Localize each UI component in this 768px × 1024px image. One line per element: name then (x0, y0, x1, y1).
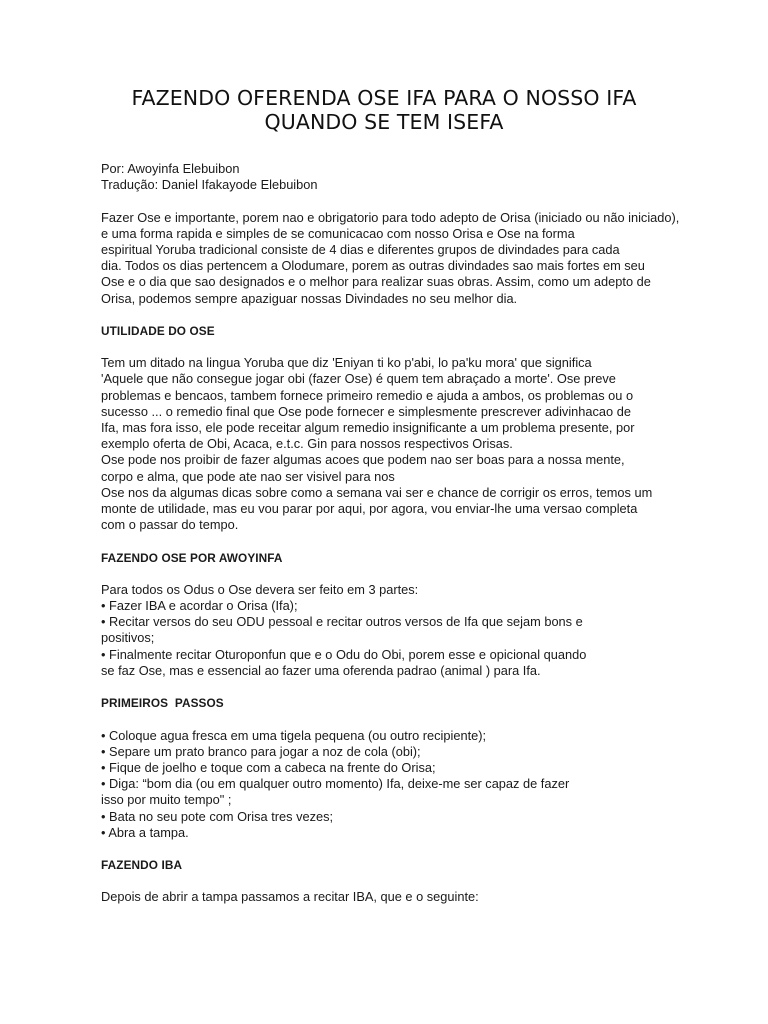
list-item: • Fique de joelho e toque com a cabeca na frente do Orisa; (101, 759, 436, 775)
document-title (80, 86, 688, 134)
paragraph-line: Depois de abrir a tampa passamos a recitar IBA, que e o seguinte: (101, 889, 479, 905)
list-item: • Coloque agua fresca em uma tigela pequena (ou outro recipiente); (101, 727, 487, 743)
translator-line: Tradução: Daniel Ifakayode Elebuibon (101, 177, 318, 193)
paragraph-line: com o passar do tempo. (101, 517, 239, 533)
paragraph-line: Fazer Ose e importante, porem nao e obrigatorio para todo adepto de Orisa (iniciado ou não iniciado), (101, 209, 680, 225)
paragraph-line: Tem um ditado na lingua Yoruba que diz 'Eniyan ti ko p'abi, lo pa'ku mora' que significa (101, 355, 592, 371)
list-item: se faz Ose, mas e essencial ao fazer uma oferenda padrao (animal ) para Ifa. (101, 662, 541, 678)
list-item: • Separe um prato branco para jogar a noz de cola (obi); (101, 743, 421, 759)
intro-paragraph (101, 210, 701, 307)
section-heading-primeiros-passos: PRIMEIROS PASSOS (101, 696, 224, 711)
primeiros-passos-list (101, 728, 701, 841)
paragraph-line: Para todos os Odus o Ose devera ser feito em 3 partes: (101, 581, 419, 597)
list-item: • Bata no seu pote com Orisa tres vezes; (101, 808, 334, 824)
list-item: • Diga: “bom dia (ou em qualquer outro momento) Ifa, deixe-me ser capaz de fazer (101, 776, 570, 792)
spacer (101, 566, 701, 582)
paragraph-line: sucesso ... o remedio final que Ose pode fornecer e simplesmente prescrever adivinhacao de (101, 403, 631, 419)
list-item: • Finalmente recitar Oturoponfun que e o Odu do Obi, porem esse e opicional quando (101, 646, 587, 662)
section-heading-fazendo-ose: FAZENDO OSE POR AWOYINFA (101, 550, 283, 565)
paragraph-line: e uma forma rapida e simples de se comunicacao com nosso Orisa e Ose na forma (101, 225, 575, 241)
paragraph-line: exemplo oferta de Obi, Acaca, e.t.c. Gin para nossos respectivos Orisas. (101, 436, 513, 452)
spacer (101, 339, 701, 355)
title-line-2: QUANDO SE TEM ISEFA (264, 110, 504, 134)
paragraph-line: 'Aquele que não consegue jogar obi (fazer Ose) é quem tem abraçado a morte'. Ose preve (101, 371, 616, 387)
spacer (101, 711, 701, 727)
paragraph-line: Ifa, mas fora isso, ele pode receitar algum remedio insignificante a um problema presente, por (101, 420, 635, 435)
list-item: • Abra a tampa. (101, 824, 189, 840)
list-item: positivos; (101, 630, 155, 646)
utilidade-paragraph (101, 355, 701, 533)
spacer (101, 533, 701, 549)
paragraph-line: Orisa, podemos sempre apaziguar nossas Divindades no seu melhor dia. (101, 290, 518, 306)
author-line: Por: Awoyinfa Elebuibon (101, 161, 240, 176)
section-heading-fazendo-iba: FAZENDO IBA (101, 858, 183, 873)
paragraph-line: problemas e bencaos, tambem fornece primeiro remedio e ajuda a ambos, os problemas ou o (101, 387, 634, 403)
paragraph-line: corpo e alma, que pode ate nao ser visivel para nos (101, 468, 395, 484)
spacer (101, 873, 701, 889)
paragraph-line: Ose nos da algumas dicas sobre como a semana vai ser e chance de corrigir os erros, temos um (101, 484, 653, 500)
fazendo-iba-paragraph (101, 889, 701, 905)
section-heading-utilidade: UTILIDADE DO OSE (101, 323, 215, 338)
paragraph-line: Ose e o dia que sao designados e o melhor para realizar suas obras. Assim, como um adepto de (101, 274, 651, 290)
list-item: isso por muito tempo" ; (101, 792, 232, 808)
fazendo-ose-list (101, 582, 701, 679)
paragraph-line: monte de utilidade, mas eu vou parar por aqui, por agora, vou enviar-lhe uma versao completa (101, 500, 638, 516)
paragraph-line: Ose pode nos proibir de fazer algumas acoes que podem nao ser boas para a nossa mente, (101, 452, 625, 468)
spacer (101, 841, 701, 857)
title-line-1: FAZENDO OFERENDA OSE IFA PARA O NOSSO IFA (131, 86, 637, 110)
spacer (101, 193, 701, 209)
list-item: • Recitar versos do seu ODU pessoal e recitar outros versos de Ifa que sejam bons e (101, 614, 583, 630)
list-item: • Fazer IBA e acordar o Orisa (Ifa); (101, 598, 298, 614)
paragraph-line: espiritual Yoruba tradicional consiste de 4 dias e diferentes grupos de divindades para cada (101, 241, 620, 257)
spacer (101, 307, 701, 323)
spacer (101, 679, 701, 695)
paragraph-line: dia. Todos os dias pertencem a Olodumare, porem as outras divindades sao mais fortes em seu (101, 258, 645, 274)
document-body (101, 161, 701, 906)
